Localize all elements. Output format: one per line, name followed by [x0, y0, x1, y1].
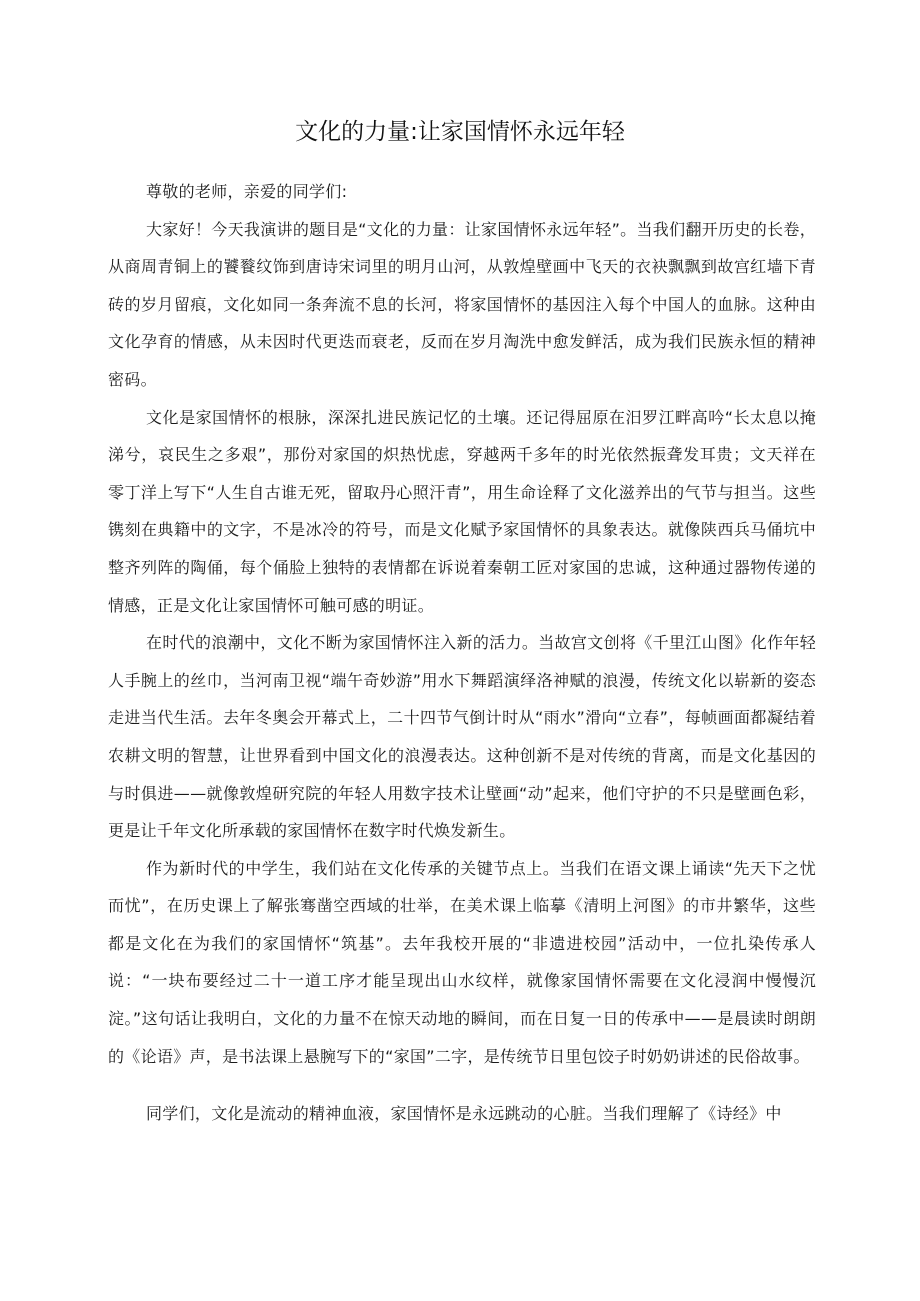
- paragraph-vitality: 在时代的浪潮中，文化不断为家国情怀注入新的活力。当故宫文创将《千里江山图》化作年轻人手腕上的丝巾，当河南卫视“端午奇妙游”用水下舞蹈演绎洛神赋的浪漫，传统文化以崭新的姿态走进当代生活。去年冬奥会开幕式上，二十四节气倒计时从“雨水”滑向“立春”，每帧画面都凝结着农耕文明的智慧，让世界看到中国文化的浪漫表达。这种创新不是对传统的背离，而是文化基因的与时俱进——就像敦煌研究院的年轻人用数字技术让壁画“动”起来，他们守护的不只是壁画色彩，更是让千年文化所承载的家国情怀在数字时代焕发新生。: [108, 633, 816, 841]
- paragraph-closing: 同学们，文化是流动的精神血液，家国情怀是永远跳动的心脏。当我们理解了《诗经》中: [146, 1104, 782, 1124]
- paragraph-roots: 文化是家国情怀的根脉，深深扎进民族记忆的土壤。还记得屈原在汨罗江畔高吟“长太息以掩涕兮，哀民生之多艰”，那份对家国的炽热忧虑，穿越两千多年的时光依然振聋发耳贵；文天祥在零丁洋上写下“人生自古谁无死，留取丹心照汗青”，用生命诠释了文化滋养出的气节与担当。这些镌刻在典籍中的文字，不是冰冷的符号，而是文化赋予家国情怀的具象表达。就像陕西兵马俑坑中整齐列阵的陶俑，每个俑脸上独特的表情都在诉说着秦朝工匠对家国的忠诚，这种通过器物传递的情感，正是文化让家国情怀可触可感的明证。: [108, 407, 816, 615]
- document-title: 文化的力量:让家国情怀永远年轻: [295, 119, 625, 145]
- paragraph-students: 作为新时代的中学生，我们站在文化传承的关键节点上。当我们在语文课上诵读“先天下之忧而忧”，在历史课上了解张骞凿空西域的壮举，在美术课上临摹《清明上河图》的市井繁华，这些都是文化在为我们的家国情怀“筑基”。去年我校开展的“非遗进校园”活动中，一位扎染传承人说：“一块布要经过二十一道工序才能呈现出山水纹样，就像家国情怀需要在文化浸润中慢慢沉淀。”这句话让我明白，文化的力量不在惊天动地的瞬间，而在日复一日的传承中——是晨读时朗朗的《论语》声，是书法课上悬腕写下的“家国”二字，是传统节日里包饺子时奶奶讲述的民俗故事。: [108, 858, 816, 1066]
- salutation: 尊敬的老师，亲爱的同学们:: [146, 182, 348, 201]
- speech-body: [108, 173, 816, 1133]
- paragraph-intro: 大家好！今天我演讲的题目是“文化的力量：让家国情怀永远年轻”。当我们翻开历史的长卷，从商周青铜上的饕餮纹饰到唐诗宋词里的明月山河，从敦煌壁画中飞天的衣袂飘飘到故宫红墙下青砖的岁月留痕，文化如同一条奔流不息的长河，将家国情怀的基因注入每个中国人的血脉。这种由文化孕育的情感，从未因时代更迭而衰老，反而在岁月淘洗中愈发鲜活，成为我们民族永恒的精神密码。: [108, 219, 816, 389]
